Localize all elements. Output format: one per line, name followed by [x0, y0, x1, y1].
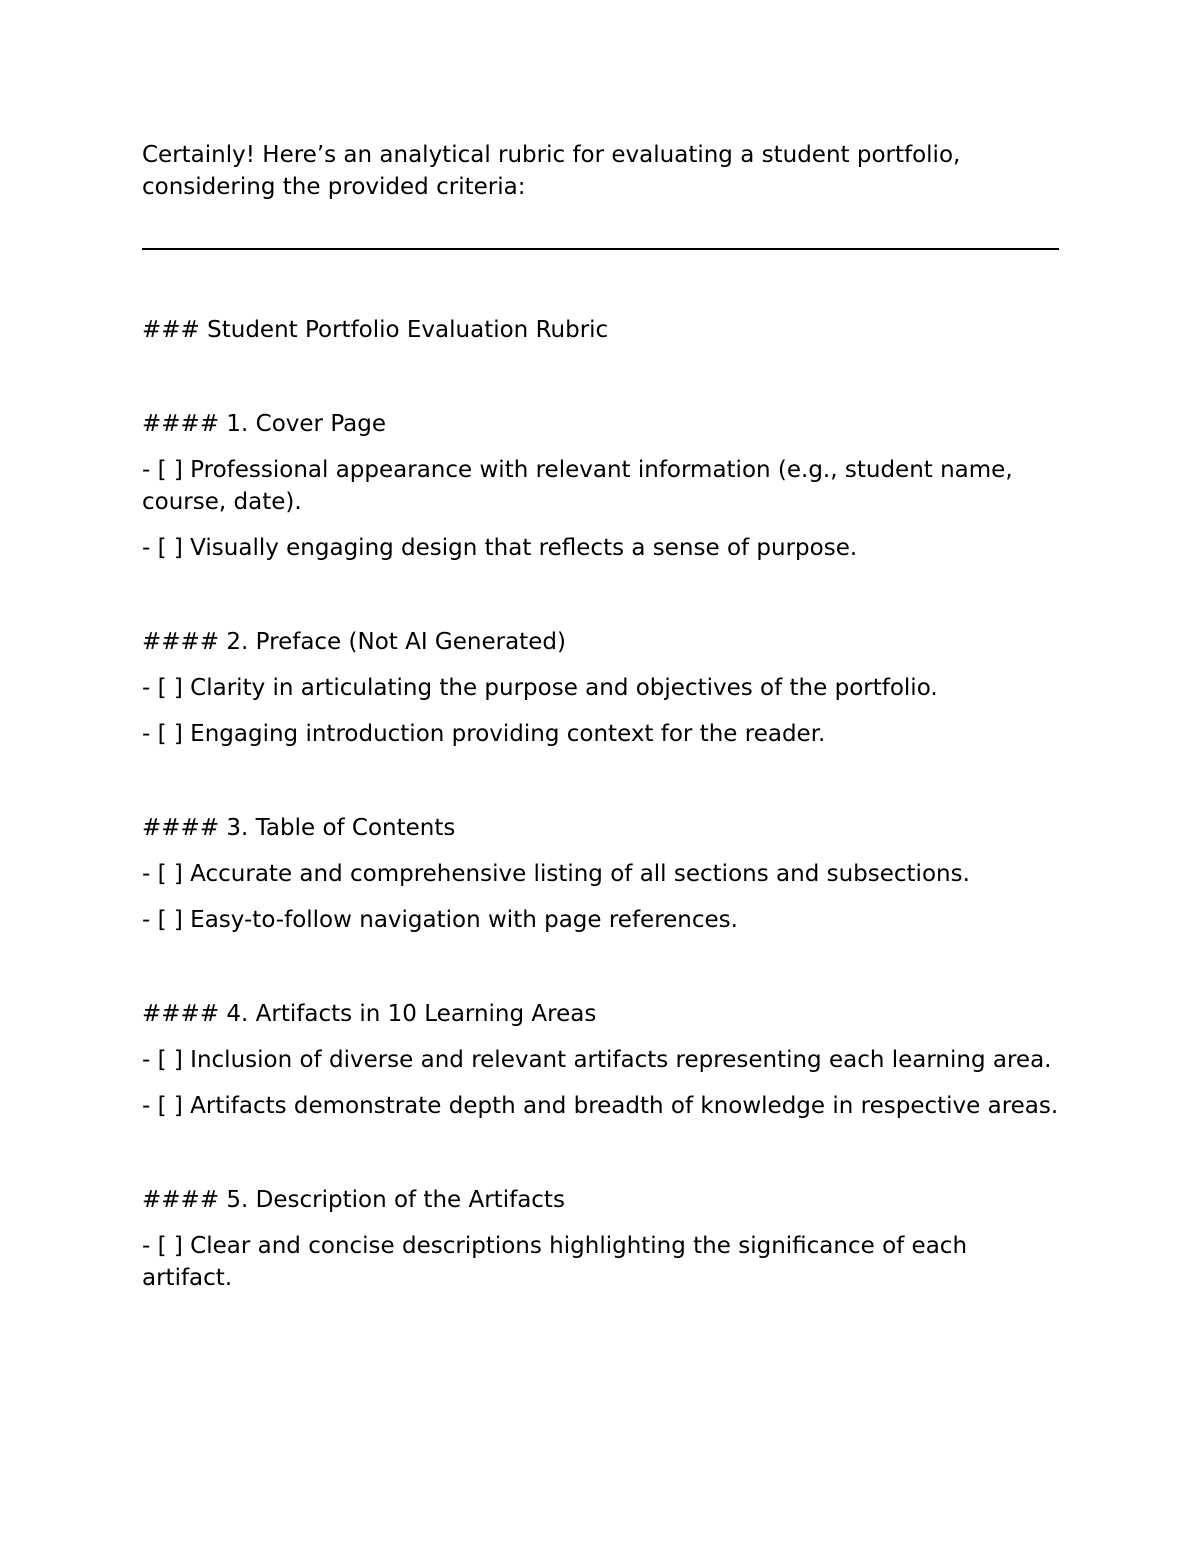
section-table-of-contents — [142, 812, 1060, 936]
section-heading: #### 4. Artifacts in 10 Learning Areas — [142, 1001, 597, 1027]
checklist-item: - [ ] Clear and concise descriptions highlighting the significance of each artifact. — [142, 1233, 968, 1291]
horizontal-rule — [142, 248, 1059, 250]
section-preface — [142, 626, 1060, 750]
section-heading: #### 2. Preface (Not AI Generated) — [142, 629, 566, 655]
section-heading: #### 5. Description of the Artifacts — [142, 1187, 565, 1213]
document-body — [142, 139, 1060, 1294]
checklist-item: - [ ] Inclusion of diverse and relevant artifacts representing each learning area. — [142, 1047, 1052, 1073]
checklist-item: - [ ] Artifacts demonstrate depth and breadth of knowledge in respective areas. — [142, 1093, 1059, 1119]
checklist-item: - [ ] Clarity in articulating the purpose and objectives of the portfolio. — [142, 675, 938, 701]
intro-paragraph: Certainly! Here’s an analytical rubric for evaluating a student portfolio, considering the provided criteria: — [142, 142, 961, 200]
checklist-item: - [ ] Engaging introduction providing context for the reader. — [142, 721, 826, 747]
section-heading: #### 1. Cover Page — [142, 411, 386, 437]
section-heading: #### 3. Table of Contents — [142, 815, 456, 841]
section-artifacts — [142, 998, 1060, 1122]
section-artifact-descriptions — [142, 1184, 1060, 1294]
checklist-item: - [ ] Visually engaging design that reflects a sense of purpose. — [142, 535, 858, 561]
checklist-item: - [ ] Easy-to-follow navigation with page references. — [142, 907, 738, 933]
rubric-title: ### Student Portfolio Evaluation Rubric — [142, 317, 609, 343]
section-cover-page — [142, 408, 1060, 564]
checklist-item: - [ ] Accurate and comprehensive listing of all sections and subsections. — [142, 861, 970, 887]
checklist-item: - [ ] Professional appearance with relevant information (e.g., student name, course, date). — [142, 457, 1013, 515]
